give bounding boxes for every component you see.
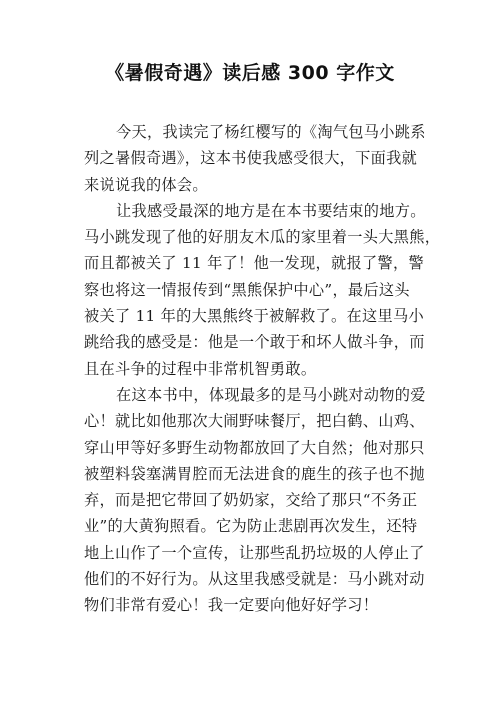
paragraph-2-line-1: 让我感受最深的地方是在本书要结束的地方。	[116, 201, 426, 220]
paragraph-3-line-7: 地上山作了一个宣传，让那些乱扔垃圾的人停止了	[84, 543, 425, 562]
paragraph-2-line-3: 而且都被关了 11 年了！他一发现，就报了警，警	[84, 254, 424, 273]
paragraph-2-line-5: 被关了 11 年的大黑熊终于被解救了。在这里马小	[84, 307, 424, 326]
document-title: 《暑假奇遇》读后感 300 字作文	[105, 62, 395, 84]
paragraph-2-line-4: 察也将这一情报传到“黑熊保护中心”，最后这头	[84, 280, 410, 299]
paragraph-3-line-1: 在这本书中，体现最多的是马小跳对动物的爱	[116, 385, 426, 404]
paragraph-1-line-2: 列之暑假奇遇》，这本书使我感受很大，下面我就	[84, 149, 418, 168]
paragraph-3-line-2: 心！就比如他那次大闹野味餐厅，把白鹤、山鸡、	[84, 412, 425, 431]
paragraph-3-line-8: 他们的不好行为。从这里我感受就是：马小跳对动	[84, 570, 425, 589]
paragraph-3-line-6: 业”的大黄狗照看。它为防止悲剧再次发生，还特	[84, 517, 418, 536]
paragraph-2-line-7: 且在斗争的过程中非常机智勇敢。	[84, 359, 317, 378]
paragraph-3-line-5: 弃，而是把它带回了奶奶家，交给了那只“不务正	[84, 491, 418, 510]
paragraph-2-line-6: 跳给我的感受是：他是一个敢于和坏人做斗争，而	[84, 333, 425, 352]
paragraph-1-line-1: 今天，我读完了杨红樱写的《淘气包马小跳系	[116, 123, 426, 141]
paragraph-3-line-4: 被塑料袋塞满胃腔而无法进食的鹿生的孩子也不抛	[84, 464, 425, 483]
paragraph-1-line-3: 来说说我的体会。	[84, 175, 208, 194]
paragraph-3-line-9: 物们非常有爱心！我一定要向他好好学习！	[84, 596, 379, 615]
paragraph-3-line-3: 穿山甲等好多野生动物都放回了大自然；他对那只	[84, 438, 425, 457]
paragraph-2-line-2: 马小跳发现了他的好朋友木瓜的家里着一头大黑熊，	[84, 228, 441, 247]
document-body	[84, 119, 441, 619]
